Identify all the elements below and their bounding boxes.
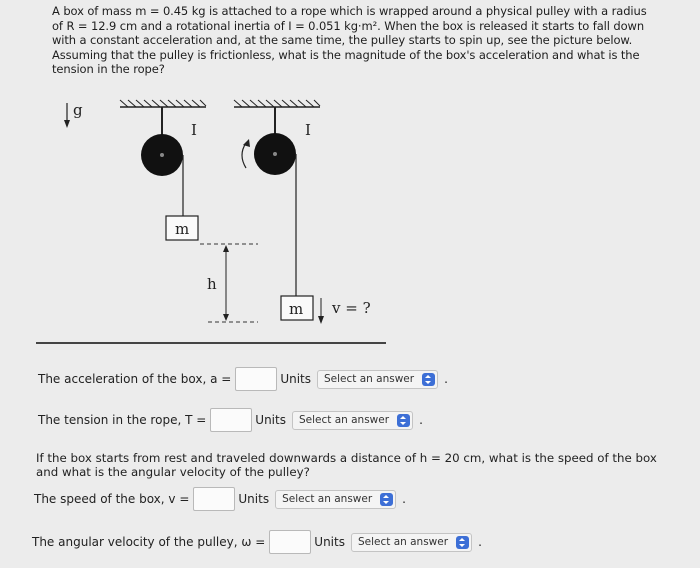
angular-velocity-units-label: Units [314,535,345,549]
left-box-mass-label: m [175,220,190,238]
select-arrows-icon [456,536,469,549]
left-ceiling [120,100,206,107]
velocity-label: v = ? [332,299,371,317]
angular-velocity-units-select-text: Select an answer [357,536,449,548]
tension-question: The tension in the rope, T = Units Select an answer . [38,408,423,432]
part-two-statement: If the box starts from rest and traveled downwards a distance of h = 20 cm, what is the speed of the box and what is the angular velocity of the pulley? [36,451,657,479]
speed-question: The speed of the box, v = Units Select an answer . [34,487,406,511]
acceleration-question: The acceleration of the box, a = Units Select an answer . [38,367,448,391]
acceleration-units-label: Units [280,372,311,386]
acceleration-units-select-text: Select an answer [324,373,415,385]
height-label: h [207,275,217,293]
right-pulley-inertia-label: I [305,121,311,139]
velocity-arrow [318,298,324,324]
height-arrow [223,245,229,321]
section-divider [36,342,386,344]
gravity-arrow [64,103,70,128]
acceleration-units-select[interactable] [317,370,438,389]
speed-label: The speed of the box, v = [34,492,190,506]
speed-input[interactable] [193,487,235,511]
right-box-mass-label: m [289,300,304,318]
angular-velocity-units-select[interactable] [351,533,472,552]
problem-statement: A box of mass m = 0.45 kg is attached to a rope which is wrapped around a physical pulley with a radius of R = 12.9 cm and a rotational inertia of I = 0.051 kg·m². When the box is released it starts to fall down with a constant acceleration and, at the same time, the pulley starts to spin up, see the picture below. Assuming that the pulley is frictionless, what is the magnitude of the box's acceleration and what is the tension in the rope? [52,4,647,76]
select-arrows-icon [380,493,393,506]
acceleration-label: The acceleration of the box, a = [38,372,232,386]
tension-units-label: Units [255,413,286,427]
tension-label: The tension in the rope, T = [38,413,207,427]
acceleration-input[interactable] [235,367,277,391]
tension-units-select-text: Select an answer [298,414,390,426]
angular-velocity-input[interactable] [269,530,311,554]
tension-units-select[interactable] [292,411,413,430]
select-arrows-icon [397,414,410,427]
gravity-label: g [73,101,83,119]
speed-units-label: Units [238,492,270,506]
speed-units-select[interactable] [275,490,396,509]
tension-input[interactable] [210,408,252,432]
angular-velocity-label: The angular velocity of the pulley, ω = [32,535,266,549]
angular-velocity-question: The angular velocity of the pulley, ω = Units Select an answer . [32,530,482,554]
rotation-arrow-icon [242,143,246,168]
left-pulley-inertia-label: I [191,121,197,139]
select-arrows-icon [422,373,435,386]
speed-units-select-text: Select an answer [282,493,373,505]
right-ceiling [234,100,320,107]
